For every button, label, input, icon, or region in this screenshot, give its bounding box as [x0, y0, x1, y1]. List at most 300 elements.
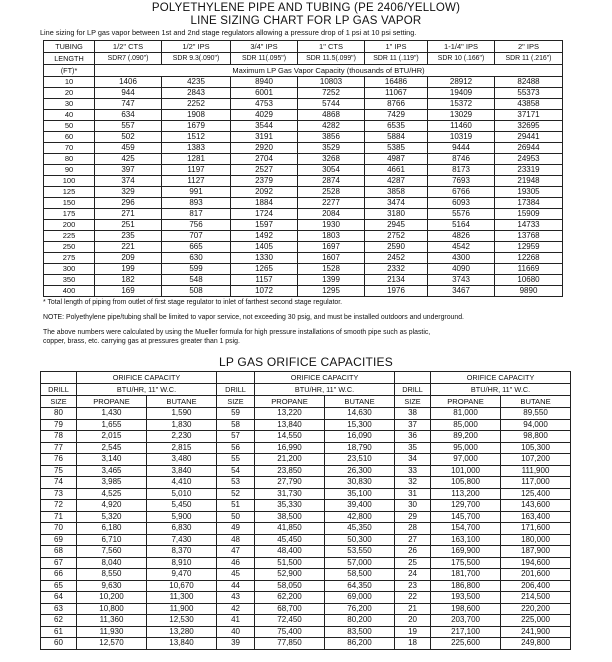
table-row [41, 488, 571, 500]
drill-size-cell: 44 [217, 580, 255, 592]
capacity-cell: 4542 [428, 242, 495, 253]
note-polyethylene-limits: NOTE: Polyethylene pipe/tubing shall be limited to vapor service, not exceeding 30 psig, and must be installed outdoors and underground. [43, 314, 464, 321]
capacity-cell: 459 [95, 143, 162, 154]
butane-cell: 64,350 [325, 580, 395, 592]
length-cell: 150 [44, 198, 95, 209]
drill-size-cell: 71 [41, 511, 77, 523]
table-row [44, 165, 563, 176]
propane-cell: 6,710 [77, 534, 147, 546]
propane-cell: 23,850 [255, 465, 325, 477]
capacity-cell: 2874 [298, 176, 365, 187]
length-cell: 125 [44, 187, 95, 198]
capacity-cell: 5744 [298, 99, 365, 110]
table-row [41, 603, 571, 615]
propane-cell: 175,500 [431, 557, 501, 569]
butane-cell: 89,550 [501, 408, 571, 420]
propane-cell: 10,200 [77, 592, 147, 604]
drill-size-cell: 40 [217, 626, 255, 638]
drill-size-cell: 24 [395, 569, 431, 581]
butane-cell: 80,200 [325, 615, 395, 627]
propane-cell: 9,630 [77, 580, 147, 592]
propane-cell: 4,525 [77, 488, 147, 500]
propane-cell: 51,500 [255, 557, 325, 569]
capacity-cell: 235 [95, 231, 162, 242]
footnote-length: * Total length of piping from outlet of first stage regulator to inlet of farthest second stage regulator. [43, 299, 343, 306]
table-row [44, 121, 563, 132]
table-row [44, 198, 563, 209]
col-sdr-header: SDR 11(.095") [231, 53, 298, 65]
length-cell: 400 [44, 286, 95, 297]
capacity-cell: 548 [162, 275, 231, 286]
capacity-cell: 8746 [428, 154, 495, 165]
propane-cell: 10,800 [77, 603, 147, 615]
table-row [41, 638, 571, 650]
length-cell: 225 [44, 231, 95, 242]
capacity-cell: 6766 [428, 187, 495, 198]
propane-cell: 2,545 [77, 442, 147, 454]
btu-header: BTU/HR, 11" W.C. [255, 384, 395, 396]
butane-cell: 180,000 [501, 534, 571, 546]
capacity-cell: 893 [162, 198, 231, 209]
propane-cell: 8,040 [77, 557, 147, 569]
butane-cell: 11,300 [147, 592, 217, 604]
capacity-cell: 756 [162, 220, 231, 231]
capacity-cell: 13029 [428, 110, 495, 121]
butane-cell: 214,500 [501, 592, 571, 604]
col-sdr-header: SDR7 (.090") [95, 53, 162, 65]
table-row [44, 143, 563, 154]
capacity-cell: 6001 [231, 88, 298, 99]
propane-cell: 72,450 [255, 615, 325, 627]
butane-cell: 2,815 [147, 442, 217, 454]
butane-cell: 83,500 [325, 626, 395, 638]
butane-cell: 6,830 [147, 523, 217, 535]
table-row [41, 511, 571, 523]
capacity-cell: 3268 [298, 154, 365, 165]
capacity-cell: 28912 [428, 77, 495, 88]
table-row [41, 580, 571, 592]
drill-size-cell: 32 [395, 477, 431, 489]
length-cell: 20 [44, 88, 95, 99]
butane-cell: 16,090 [325, 431, 395, 443]
capacity-cell: 43858 [495, 99, 563, 110]
capacity-cell: 4661 [365, 165, 428, 176]
drill-size-cell: 42 [217, 603, 255, 615]
drill-size-cell: 54 [217, 465, 255, 477]
capacity-cell: 1697 [298, 242, 365, 253]
orifice-header-row-1 [41, 372, 571, 384]
table-row [41, 500, 571, 512]
butane-cell: 220,200 [501, 603, 571, 615]
capacity-cell: 37171 [495, 110, 563, 121]
note-mueller-formula: The above numbers were calculated by using the Mueller formula for high pressure installations of smooth pipe such as plastic, [43, 329, 431, 336]
table-row [41, 419, 571, 431]
butane-cell: 57,000 [325, 557, 395, 569]
capacity-cell: 1295 [298, 286, 365, 297]
length-cell: 175 [44, 209, 95, 220]
length-cell: 70 [44, 143, 95, 154]
butane-cell: 23,510 [325, 454, 395, 466]
capacity-cell: 10803 [298, 77, 365, 88]
capacity-cell: 23319 [495, 165, 563, 176]
length-cell: 50 [44, 121, 95, 132]
capacity-cell: 4287 [365, 176, 428, 187]
propane-cell: 129,700 [431, 500, 501, 512]
propane-cell: 181,700 [431, 569, 501, 581]
butane-cell: 42,800 [325, 511, 395, 523]
capacity-cell: 1383 [162, 143, 231, 154]
drill-size-cell: 38 [395, 408, 431, 420]
drill-size-cell: 49 [217, 523, 255, 535]
capacity-cell: 991 [162, 187, 231, 198]
capacity-cell: 2332 [365, 264, 428, 275]
table-row [44, 77, 563, 88]
drill-size-cell: 18 [395, 638, 431, 650]
drill-size-cell: 68 [41, 546, 77, 558]
capacity-cell: 1597 [231, 220, 298, 231]
capacity-cell: 15909 [495, 209, 563, 220]
capacity-cell: 3743 [428, 275, 495, 286]
propane-cell: 68,700 [255, 603, 325, 615]
drill-size-cell: 75 [41, 465, 77, 477]
col-size-header: 3/4" IPS [231, 41, 298, 53]
capacity-cell: 13768 [495, 231, 563, 242]
capacity-cell: 7693 [428, 176, 495, 187]
capacity-cell: 9890 [495, 286, 563, 297]
drill-size-cell: 22 [395, 592, 431, 604]
capacity-cell: 11067 [365, 88, 428, 99]
table-row [41, 408, 571, 420]
butane-cell: 143,600 [501, 500, 571, 512]
butane-cell: 76,200 [325, 603, 395, 615]
table-row [41, 626, 571, 638]
propane-cell: 7,560 [77, 546, 147, 558]
butane-cell: 105,300 [501, 442, 571, 454]
propane-cell: 81,000 [431, 408, 501, 420]
drill-header: DRILL [217, 384, 255, 396]
col-sdr-header: SDR 10 (.166") [428, 53, 495, 65]
butane-cell: 86,200 [325, 638, 395, 650]
capacity-cell: 2277 [298, 198, 365, 209]
propane-cell: 113,200 [431, 488, 501, 500]
capacity-cell: 3054 [298, 165, 365, 176]
capacity-cell: 2843 [162, 88, 231, 99]
butane-cell: 201,600 [501, 569, 571, 581]
butane-cell: 1,830 [147, 419, 217, 431]
capacity-cell: 1405 [231, 242, 298, 253]
capacity-cell: 630 [162, 253, 231, 264]
drill-size-cell: 74 [41, 477, 77, 489]
butane-header: BUTANE [147, 396, 217, 408]
drill-size-cell: 21 [395, 603, 431, 615]
orifice-capacity-table [40, 371, 571, 650]
drill-size-cell: 46 [217, 557, 255, 569]
capacity-cell: 251 [95, 220, 162, 231]
propane-cell: 6,180 [77, 523, 147, 535]
drill-size-cell: 34 [395, 454, 431, 466]
capacity-cell: 10680 [495, 275, 563, 286]
capacity-cell: 2379 [231, 176, 298, 187]
drill-size-cell: 20 [395, 615, 431, 627]
capacity-cell: 1528 [298, 264, 365, 275]
capacity-cell: 4282 [298, 121, 365, 132]
capacity-cell: 1406 [95, 77, 162, 88]
orifice-title: LP GAS ORIFICE CAPACITIES [219, 355, 393, 369]
col-size-header: 2" IPS [495, 41, 563, 53]
drill-size-cell: 39 [217, 638, 255, 650]
size-header-row [44, 41, 563, 53]
propane-cell: 1,430 [77, 408, 147, 420]
butane-cell: 206,400 [501, 580, 571, 592]
drill-size-cell: 29 [395, 511, 431, 523]
capacity-cell: 3544 [231, 121, 298, 132]
butane-header: BUTANE [501, 396, 571, 408]
table-row [44, 154, 563, 165]
table-row [44, 286, 563, 297]
propane-cell: 105,800 [431, 477, 501, 489]
propane-cell: 2,015 [77, 431, 147, 443]
capacity-cell: 21948 [495, 176, 563, 187]
drill-size-cell: 31 [395, 488, 431, 500]
drill-size-cell: 33 [395, 465, 431, 477]
drill-header-blank [217, 372, 255, 384]
col-sdr-header: SDR 11 (.119") [365, 53, 428, 65]
propane-cell: 12,570 [77, 638, 147, 650]
drill-size-cell: 80 [41, 408, 77, 420]
butane-cell: 98,800 [501, 431, 571, 443]
propane-cell: 31,730 [255, 488, 325, 500]
butane-cell: 13,280 [147, 626, 217, 638]
butane-cell: 1,590 [147, 408, 217, 420]
table-row [41, 454, 571, 466]
butane-cell: 50,300 [325, 534, 395, 546]
capacity-cell: 1908 [162, 110, 231, 121]
capacity-cell: 7252 [298, 88, 365, 99]
capacity-cell: 2590 [365, 242, 428, 253]
butane-cell: 3,480 [147, 454, 217, 466]
capacity-cell: 4826 [428, 231, 495, 242]
capacity-cell: 634 [95, 110, 162, 121]
capacity-cell: 199 [95, 264, 162, 275]
table-row [41, 442, 571, 454]
capacity-cell: 817 [162, 209, 231, 220]
butane-cell: 107,200 [501, 454, 571, 466]
row-header-tubing: TUBING [44, 41, 95, 53]
chart-title: LINE SIZING CHART FOR LP GAS VAPOR [190, 15, 422, 27]
table-row [44, 88, 563, 99]
drill-size-cell: 77 [41, 442, 77, 454]
capacity-cell: 1512 [162, 132, 231, 143]
capacity-cell: 397 [95, 165, 162, 176]
length-cell: 40 [44, 110, 95, 121]
capacity-cell: 15372 [428, 99, 495, 110]
drill-size-cell: 70 [41, 523, 77, 535]
butane-cell: 4,410 [147, 477, 217, 489]
drill-size-cell: 19 [395, 626, 431, 638]
capacity-cell: 2252 [162, 99, 231, 110]
length-cell: 10 [44, 77, 95, 88]
size-header: SIZE [395, 396, 431, 408]
propane-cell: 13,840 [255, 419, 325, 431]
capacity-cell: 665 [162, 242, 231, 253]
capacity-cell: 1679 [162, 121, 231, 132]
drill-header-blank [395, 372, 431, 384]
drill-size-cell: 63 [41, 603, 77, 615]
col-size-header: 1-1/4" IPS [428, 41, 495, 53]
table-row [44, 220, 563, 231]
drill-size-cell: 51 [217, 500, 255, 512]
propane-cell: 1,655 [77, 419, 147, 431]
capacity-cell: 1803 [298, 231, 365, 242]
butane-cell: 8,370 [147, 546, 217, 558]
drill-size-cell: 64 [41, 592, 77, 604]
propane-cell: 225,600 [431, 638, 501, 650]
propane-cell: 11,360 [77, 615, 147, 627]
drill-header: DRILL [395, 384, 431, 396]
propane-cell: 101,000 [431, 465, 501, 477]
row-header-length: LENGTH [44, 53, 95, 65]
propane-header: PROPANE [255, 396, 325, 408]
table-row [44, 264, 563, 275]
butane-cell: 125,400 [501, 488, 571, 500]
butane-cell: 117,000 [501, 477, 571, 489]
capacity-cell: 1976 [365, 286, 428, 297]
capacity-cell: 3858 [365, 187, 428, 198]
capacity-cell: 24953 [495, 154, 563, 165]
capacity-cell: 2084 [298, 209, 365, 220]
propane-cell: 41,850 [255, 523, 325, 535]
drill-size-cell: 73 [41, 488, 77, 500]
capacity-cell: 26944 [495, 143, 563, 154]
propane-cell: 193,500 [431, 592, 501, 604]
propane-cell: 58,050 [255, 580, 325, 592]
butane-cell: 187,900 [501, 546, 571, 558]
orifice-capacity-header: ORIFICE CAPACITY [255, 372, 395, 384]
drill-size-cell: 25 [395, 557, 431, 569]
drill-size-cell: 78 [41, 431, 77, 443]
butane-cell: 2,230 [147, 431, 217, 443]
drill-size-cell: 43 [217, 592, 255, 604]
capacity-cell: 4029 [231, 110, 298, 121]
propane-cell: 75,400 [255, 626, 325, 638]
butane-cell: 194,600 [501, 557, 571, 569]
length-cell: 250 [44, 242, 95, 253]
butane-cell: 30,830 [325, 477, 395, 489]
capacity-cell: 4987 [365, 154, 428, 165]
propane-cell: 198,600 [431, 603, 501, 615]
butane-header: BUTANE [325, 396, 395, 408]
capacity-cell: 296 [95, 198, 162, 209]
length-cell: 350 [44, 275, 95, 286]
chart-subtitle: Line sizing for LP gas vapor between 1st and 2nd stage regulators allowing a pressure drop of 1 psi at 10 psi setting. [40, 28, 417, 37]
row-header-ft: (FT)* [44, 65, 95, 77]
drill-size-cell: 55 [217, 454, 255, 466]
propane-cell: 145,700 [431, 511, 501, 523]
table-row [41, 465, 571, 477]
drill-size-cell: 72 [41, 500, 77, 512]
drill-size-cell: 47 [217, 546, 255, 558]
propane-cell: 186,800 [431, 580, 501, 592]
capacity-cell: 221 [95, 242, 162, 253]
capacity-cell: 1399 [298, 275, 365, 286]
butane-cell: 3,840 [147, 465, 217, 477]
drill-size-cell: 41 [217, 615, 255, 627]
drill-size-cell: 60 [41, 638, 77, 650]
capacity-cell: 11460 [428, 121, 495, 132]
propane-cell: 11,930 [77, 626, 147, 638]
capacity-label: Maximum LP Gas Vapor Capacity (thousands of BTU/HR) [95, 65, 563, 77]
butane-cell: 94,000 [501, 419, 571, 431]
capacity-cell: 1072 [231, 286, 298, 297]
orifice-capacity-header: ORIFICE CAPACITY [77, 372, 217, 384]
drill-size-cell: 66 [41, 569, 77, 581]
butane-cell: 8,910 [147, 557, 217, 569]
length-cell: 30 [44, 99, 95, 110]
table-row [44, 231, 563, 242]
capacity-cell: 2704 [231, 154, 298, 165]
propane-header: PROPANE [431, 396, 501, 408]
length-cell: 100 [44, 176, 95, 187]
line-sizing-table [43, 40, 563, 297]
capacity-cell: 707 [162, 231, 231, 242]
butane-cell: 45,350 [325, 523, 395, 535]
capacity-cell: 1492 [231, 231, 298, 242]
capacity-cell: 19409 [428, 88, 495, 99]
orifice-capacity-header: ORIFICE CAPACITY [431, 372, 571, 384]
table-row [44, 253, 563, 264]
drill-size-cell: 69 [41, 534, 77, 546]
capacity-cell: 1930 [298, 220, 365, 231]
capacity-cell: 1724 [231, 209, 298, 220]
size-header: SIZE [217, 396, 255, 408]
propane-cell: 77,850 [255, 638, 325, 650]
propane-cell: 48,400 [255, 546, 325, 558]
propane-cell: 3,140 [77, 454, 147, 466]
col-sdr-header: SDR 11 (.216") [495, 53, 563, 65]
drill-size-cell: 56 [217, 442, 255, 454]
butane-cell: 225,000 [501, 615, 571, 627]
table-row [41, 477, 571, 489]
capacity-cell: 9444 [428, 143, 495, 154]
capacity-cell: 4235 [162, 77, 231, 88]
table-row [44, 187, 563, 198]
capacity-cell: 1265 [231, 264, 298, 275]
table-row [44, 176, 563, 187]
drill-size-cell: 26 [395, 546, 431, 558]
propane-cell: 21,200 [255, 454, 325, 466]
capacity-header-row [44, 65, 563, 77]
butane-cell: 14,630 [325, 408, 395, 420]
propane-cell: 203,700 [431, 615, 501, 627]
size-header: SIZE [41, 396, 77, 408]
propane-cell: 169,900 [431, 546, 501, 558]
propane-cell: 45,450 [255, 534, 325, 546]
capacity-cell: 1330 [231, 253, 298, 264]
drill-header-blank [41, 372, 77, 384]
propane-cell: 16,990 [255, 442, 325, 454]
capacity-cell: 14733 [495, 220, 563, 231]
drill-size-cell: 57 [217, 431, 255, 443]
capacity-cell: 169 [95, 286, 162, 297]
capacity-cell: 3856 [298, 132, 365, 143]
butane-cell: 5,900 [147, 511, 217, 523]
capacity-cell: 32695 [495, 121, 563, 132]
capacity-cell: 182 [95, 275, 162, 286]
col-size-header: 1" CTS [298, 41, 365, 53]
drill-size-cell: 61 [41, 626, 77, 638]
table-row [41, 523, 571, 535]
capacity-cell: 1281 [162, 154, 231, 165]
